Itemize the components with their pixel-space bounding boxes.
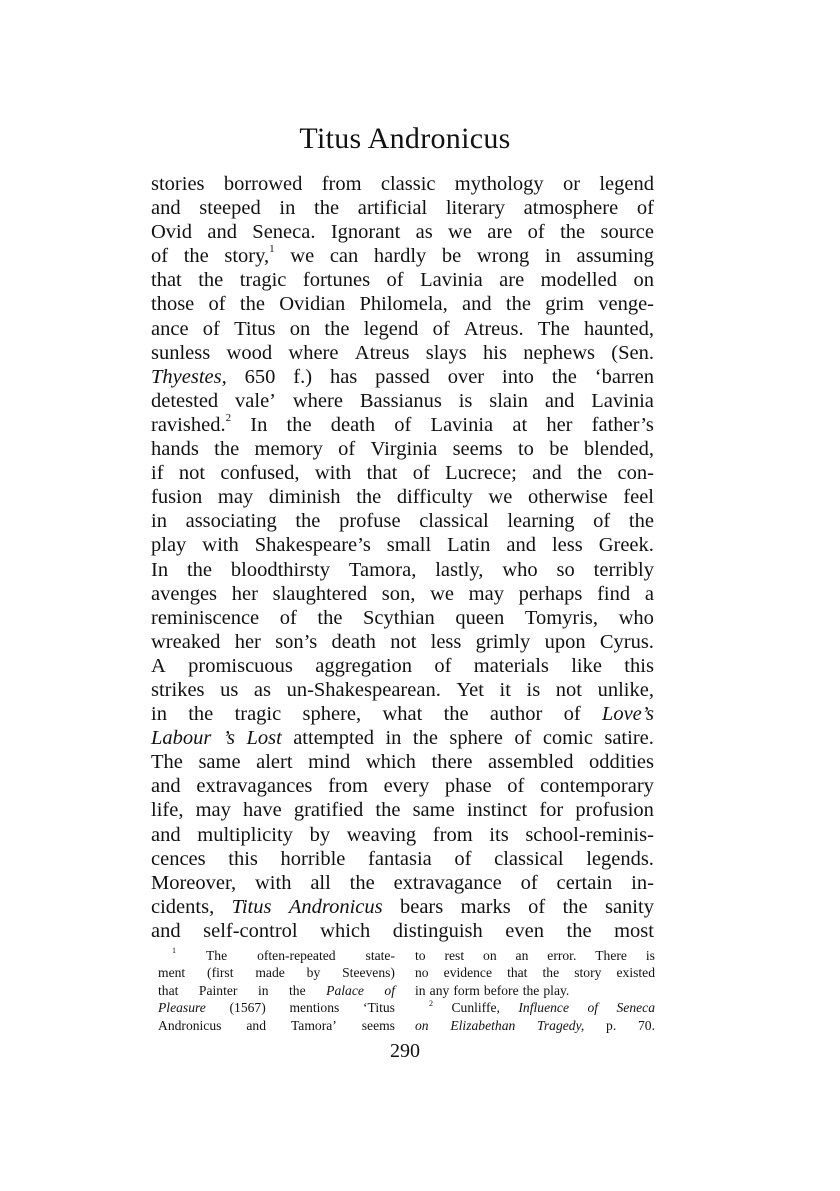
footnote-line: $^2$ Cunliffe, Influence of Seneca [429,998,655,1016]
text-line: sunless wood where Atreus slays his nephews (Sen. [151,341,654,364]
text-line: that the tragic fortunes of Lavinia are modelled on [151,269,654,292]
text-line: if not confused, with that of Lucrece; and the con- [151,462,654,485]
text-line: Ovid and Seneca. Ignorant as we are of the source [151,221,654,244]
text-line: and extravagances from every phase of contemporary [151,775,654,798]
text-line: hands the memory of Virginia seems to be blended, [151,438,654,461]
footnotes [158,947,655,1047]
text-line: and multiplicity by weaving from its school-reminis- [151,823,654,846]
footnote-column-right [415,947,655,1034]
text-line: those of the Ovidian Philomela, and the grim venge- [151,293,654,316]
text-line: in the tragic sphere, what the author of Love’s [151,703,654,726]
text-line: in associating the profuse classical learning of the [151,510,654,533]
text-line: Labour ’s Lost attempted in the sphere of comic satire. [151,727,654,750]
text-line: reminiscence of the Scythian queen Tomyris, who [151,606,654,629]
text-line: ravished.$^2$ In the death of Lavinia at her father’s [151,412,654,436]
text-line: of the story,$^1$ we can hardly be wrong in assuming [151,243,654,268]
text-line: cences this horrible fantasia of classical legends. [151,847,654,870]
footnote-line: Andronicus and Tamora’ seems [158,1017,395,1033]
text-line: life, may have gratified the same instinct for profusion [151,799,654,822]
text-line: The same alert mind which there assembled oddities [151,751,654,774]
text-line: cidents, Titus Andronicus bears marks of the sanity [151,895,654,918]
text-line: stories borrowed from classic mythology or legend [151,173,654,195]
text-line: Thyestes, 650 f.) has passed over into the ‘barren [151,365,654,388]
footnote-line: Pleasure (1567) mentions ‘Titus [158,1000,395,1016]
footnote-column-left [158,947,395,1034]
text-line: and self-control which distinguish even the most [151,919,654,942]
text-line: wreaked her son’s death not less grimly upon Cyrus. [151,630,654,653]
text-line: In the bloodthirsty Tamora, lastly, who so terribly [151,558,654,581]
footnote-line: that Painter in the Palace of [158,982,395,998]
text-line: Moreover, with all the extravagance of certain in- [151,871,654,894]
text-line: strikes us as un-Shakespearean. Yet it is not unlike, [151,678,654,701]
footnote-line: in any form before the play. [415,982,570,998]
body-text [151,172,654,943]
text-line: detested vale’ where Bassianus is slain and Lavinia [151,389,654,412]
running-head: Titus Andronicus [299,122,511,155]
footnote-line: on Elizabethan Tragedy, p. 70. [415,1017,655,1033]
footnote-line: no evidence that the story existed [415,965,655,981]
footnote-line: ment (first made by Steevens) [158,965,395,981]
text-line: avenges her slaughtered son, we may perhaps find a [151,582,654,605]
text-line: ance of Titus on the legend of Atreus. The haunted, [151,317,654,340]
text-line: and steeped in the artificial literary atmosphere of [151,197,654,220]
page-number: 290 [390,1040,420,1062]
text-line: A promiscuous aggregation of materials like this [151,654,654,677]
footnote-line: $^1$ The often-repeated state- [172,946,395,963]
text-line: play with Shakespeare’s small Latin and less Greek. [151,534,654,557]
text-line: fusion may diminish the difficulty we otherwise feel [151,486,654,509]
footnote-line: to rest on an error. There is [415,948,655,963]
